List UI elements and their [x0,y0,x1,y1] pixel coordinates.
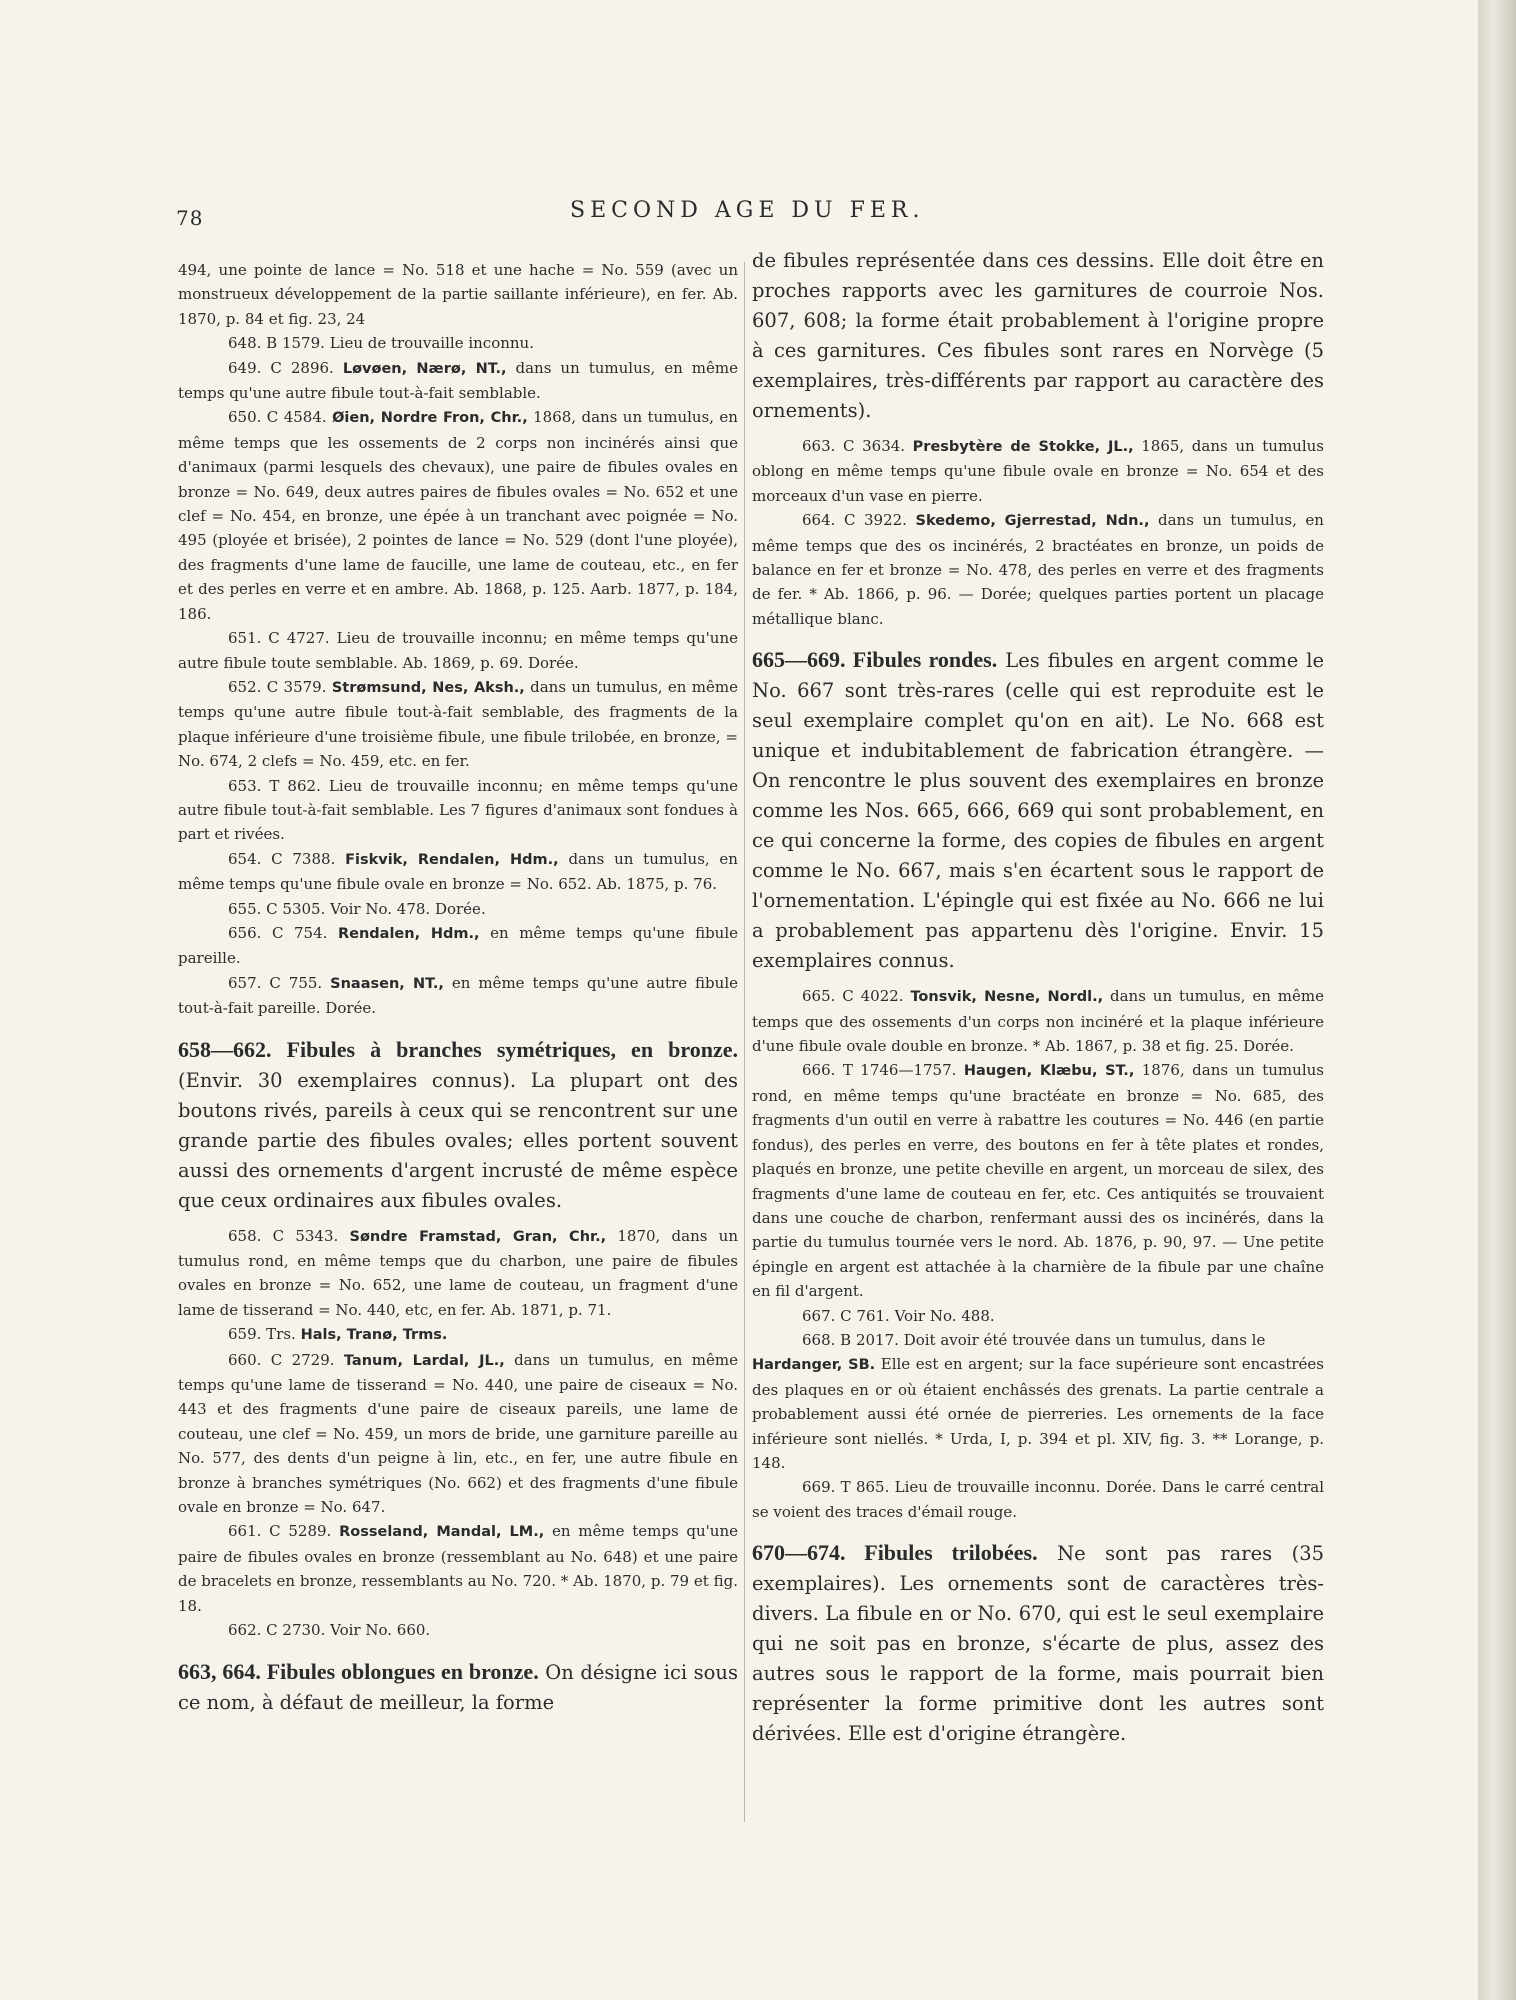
entry-number: 665. C 4022. [802,987,904,1006]
entry-number: 660. C 2729. [228,1350,335,1369]
find-location: Skedemo, Gjerrestad, Ndn., [915,513,1150,530]
catalogue-entry [178,971,738,1021]
page-number: 78 [176,206,204,230]
entry-number: 661. C 5289. [228,1522,332,1541]
entry-text: en même temps qu'une fibule pareille. [178,923,739,968]
entry-number: 662. C 2730. [228,1621,326,1640]
section-heading: 665—669. Fibules rondes. [752,647,998,673]
entry-text: 1868, dans un tumulus, en même temps que les ossements de 2 corps non incinérés ainsi que d'animaux (parmi lesquels des chevaux), une paire de fibules ovales en bronze = No. 649, deux autres paires de fibules ovales = No. 652 et une clef = No. 454, en bronze, une épée à un tranchant avec poignée = No. 495 (ployée et brisée), 2 pointes de lance = No. 529 (dont l'une ployée), des fragments d'une lame de faucille, une lame de couteau, etc., en fer et des perles en verre et en ambre. Ab. 1868, p. 125. Aarb. 1877, p. 184, 186. [178,408,738,623]
entry-text: Lieu de trouvaille inconnu. Dorée. Dans le carré central se voient des traces d'émail rouge. [752,1478,1324,1521]
entry-number: 651. C 4727. [228,629,330,648]
find-location: Søndre Framstad, Gran, Chr., [349,1228,607,1245]
catalogue-entry [178,405,738,626]
find-location: Haugen, Klæbu, ST., [963,1063,1135,1080]
entry-number: 667. C 761. [802,1306,890,1325]
entry-text: Lieu de trouvaille inconnu. [329,334,534,353]
entry-text: de fibules représentée dans ces dessins. Elle doit être en proches rapports avec les garnitures de courroie Nos. 607, 608; la forme était probablement à l'origine propre à ces garnitures. Ces fibules sont rares en Norvège (5 exemplaires, très-différents par rapport au caractère des ornements). [752,249,1324,422]
section-paragraph [178,1035,738,1216]
entry-text: dans un tumulus, en même temps qu'une fibule ovale en bronze = No. 652. Ab. 1875, p. 76. [178,849,738,894]
find-location: Hardanger, SB. [752,1357,876,1374]
catalogue-entry [178,675,738,774]
catalogue-entry [178,1348,738,1520]
catalogue-entry [178,774,738,847]
catalogue-entry [178,897,738,921]
entry-number: 650. C 4584. [228,408,327,427]
entry-text: dans un tumulus, en même temps que des os incinérés, 2 bractéates en bronze, un poids de balance en fer et bronze = No. 478, des perles en verre et des fragments de fer. * Ab. 1866, p. 96. — Dorée; quelques parties portent un placage métallique blanc. [752,511,1324,628]
catalogue-entry [178,1519,738,1618]
catalogue-entry [752,1058,1324,1303]
section-paragraph [752,246,1324,426]
catalogue-entry [178,847,738,897]
entry-text: en même temps qu'une autre fibule tout-à-fait pareille. Dorée. [178,973,738,1018]
catalogue-entry [752,1328,1324,1352]
running-head: SECOND AGE DU FER. [570,198,925,223]
entry-number: 658. C 5343. [228,1226,339,1245]
entry-number: 652. C 3579. [228,677,327,696]
section-heading: 670—674. Fibules trilobées. [752,1540,1038,1566]
left-column [178,258,738,1726]
catalogue-entry [178,1224,738,1323]
page-binding-edge [1478,0,1516,2000]
entry-text: Lieu de trouvaille inconnu; en même temps qu'une autre fibule tout-à-fait semblable. Les 7 figures d'animaux sont fondues à part et rivées. [178,776,738,844]
catalogue-entry [178,1322,738,1347]
catalogue-entry [178,356,738,406]
section-heading: 658—662. Fibules à branches symétriques, en bronze. [178,1036,738,1062]
entry-number: 657. C 755. [228,973,323,992]
entry-text: dans un tumulus, en même temps que des ossements d'un corps non incinéré et la plaque inférieure d'une fibule ovale double en bronze. * Ab. 1867, p. 38 et fig. 25. Dorée. [752,987,1324,1056]
catalogue-entry [178,258,738,331]
entry-number: 659. Trs. [228,1325,296,1344]
entry-text: Voir No. 488. [894,1306,995,1325]
find-location: Rosseland, Mandal, LM., [339,1524,545,1541]
entry-text: Doit avoir été trouvée dans un tumulus, dans le [903,1330,1266,1349]
find-location: Fiskvik, Rendalen, Hdm., [345,851,559,868]
catalogue-entry [752,1475,1324,1524]
entry-text: (Envir. 30 exemplaires connus). La plupart ont des boutons rivés, pareils à ceux qui se rencontrent sur une grande partie des fibules ovales; elles portent souvent aussi des ornements d'argent incrusté de même espèce que ceux ordinaires aux fibules ovales. [178,1068,738,1212]
catalogue-entry [752,1352,1324,1475]
section-paragraph [752,645,1324,976]
catalogue-entry [178,331,738,355]
entry-number: 663. C 3634. [802,437,906,455]
entry-number: 655. C 5305. [228,899,326,918]
catalogue-entry [752,984,1324,1058]
entry-text: dans un tumulus, en même temps qu'une autre fibule tout-à-fait semblable. [178,358,738,403]
catalogue-entry [178,921,738,971]
entry-text: dans un tumulus, en même temps qu'une lame de tisserand = No. 440, une paire de ciseaux = No. 443 et des fragments d'une paire de ciseaux pareils, une lame de couteau, une clef = No. 459, un mors de bride, une garniture pareille au No. 577, des dents d'un peigne à lin, etc., en fer, une autre fibule en bronze à branches symétriques (No. 662) et des fragments d'une fibule ovale en bronze = No. 647. [178,1350,738,1517]
catalogue-entry [752,1304,1324,1328]
entry-text: 1876, dans un tumulus rond, en même temps qu'une bractéate en bronze = No. 685, des fragments d'un outil en verre à rabattre les coutures = No. 446 (en partie fondus), des perles en verre, des boutons en fer à tête plates et rondes, plaqués en bronze, une petite cheville en argent, un morceau de silex, des fragments d'une lame de couteau en fer, etc. Ces antiquités se trouvaient dans une couche de charbon, renfermant aussi des os incinérés, dans la partie du tumulus tournée vers le nord. Ab. 1876, p. 90, 97. — Une petite épingle en argent est attachée à la charnière de la fibule par une chaîne en fil d'argent. [752,1061,1324,1301]
find-location: Øien, Nordre Fron, Chr., [332,410,528,427]
entry-text: Voir No. 660. [330,1621,431,1640]
entry-text: dans un tumulus, en même temps qu'une autre fibule tout-à-fait semblable, des fragments de la plaque inférieure d'une troisième fibule, une fibule trilobée, en bronze, = No. 674, 2 clefs = No. 459, etc. en fer. [178,677,738,771]
find-location: Tanum, Lardal, JL., [343,1352,505,1369]
entry-text: Voir No. 478. Dorée. [330,899,486,918]
catalogue-entry [178,1618,738,1642]
find-location: Hals, Tranø, Trms. [300,1327,448,1344]
find-location: Rendalen, Hdm., [337,925,480,942]
entry-number: 656. C 754. [228,923,328,942]
section-paragraph [752,1538,1324,1749]
catalogue-entry [178,626,738,675]
entry-text: 494, une pointe de lance = No. 518 et une hache = No. 559 (avec un monstrueux développement de la partie saillante inférieure), en fer. Ab. 1870, p. 84 et fig. 23, 24 [178,261,738,328]
entry-text: en même temps qu'une paire de fibules ovales en bronze (ressemblant au No. 648) et une paire de bracelets en bronze, ressemblants au No. 720. * Ab. 1870, p. 79 et fig. 18. [178,1522,738,1615]
entry-text: On désigne ici sous ce nom, à défaut de meilleur, la forme [178,1660,738,1714]
section-paragraph [178,1657,738,1718]
entry-number: 648. B 1579. [228,334,325,353]
entry-number: 666. T 1746—1757. [802,1061,957,1080]
entry-number: 649. C 2896. [228,358,334,377]
entry-text: 1865, dans un tumulus oblong en même temps qu'une fibule ovale en bronze = No. 654 et des morceaux d'un vase en pierre. [752,437,1324,505]
find-location: Løvøen, Nærø, NT., [342,360,507,377]
entry-number: 664. C 3922. [802,511,907,530]
catalogue-entry [752,508,1324,631]
entry-text: Les fibules en argent comme le No. 667 sont très-rares (celle qui est reproduite est le seul exemplaire complet qu'on en ait). Le No. 668 est unique et indubitablement de fabrication étrangère. — On rencontre le plus souvent des exemplaires en bronze comme les Nos. 665, 666, 669 qui sont probablement, en ce qui concerne la forme, des copies de fibules en argent comme le No. 667, mais s'en écartent sous le rapport de l'ornementation. L'épingle qui est fixée au No. 666 ne lui a probablement pas appartenu dès l'origine. Envir. 15 exemplaires connus. [752,649,1325,973]
right-column [752,246,1324,1757]
find-location: Strømsund, Nes, Aksh., [331,679,525,696]
entry-number: 669. T 865. [802,1478,890,1497]
entry-number: 654. C 7388. [228,849,336,868]
entry-text: 1870, dans un tumulus rond, en même temps que du charbon, une paire de fibules ovales en bronze = No. 652, une lame de couteau, un fragment d'une lame de tisserand = No. 440, etc, en fer. Ab. 1871, p. 71. [178,1226,738,1319]
entry-text: Elle est en argent; sur la face supérieure sont encastrées des plaques en or où étaient enchâssés des grenats. La partie centrale a probablement aussi été ornée de pierreries. Les ornements de la face inférieure sont niellés. * Urda, I, p. 394 et pl. XIV, fig. 3. ** Lorange, p. 148. [752,1355,1324,1472]
column-divider [744,262,745,1822]
entry-text: Ne sont pas rares (35 exemplaires). Les ornements sont de caractères très-divers. La fibule en or No. 670, qui est le seul exemplaire qui ne soit pas en bronze, s'écarte de plus, assez des autres sous le rapport de la forme, mais pourrait bien représenter la forme primitive dont les autres sont dérivées. Elle est d'origine étrangère. [752,1542,1325,1746]
find-location: Presbytère de Stokke, JL., [912,439,1134,455]
entry-number: 668. B 2017. [802,1330,899,1349]
find-location: Snaasen, NT., [330,975,444,992]
find-location: Tonsvik, Nesne, Nordl., [910,989,1104,1006]
entry-number: 653. T 862. [228,776,321,795]
section-heading: 663, 664. Fibules oblongues en bronze. [178,1658,539,1684]
catalogue-entry [752,434,1324,508]
entry-text: Lieu de trouvaille inconnu; en même temps qu'une autre fibule toute semblable. Ab. 1869, p. 69. Dorée. [178,629,738,672]
